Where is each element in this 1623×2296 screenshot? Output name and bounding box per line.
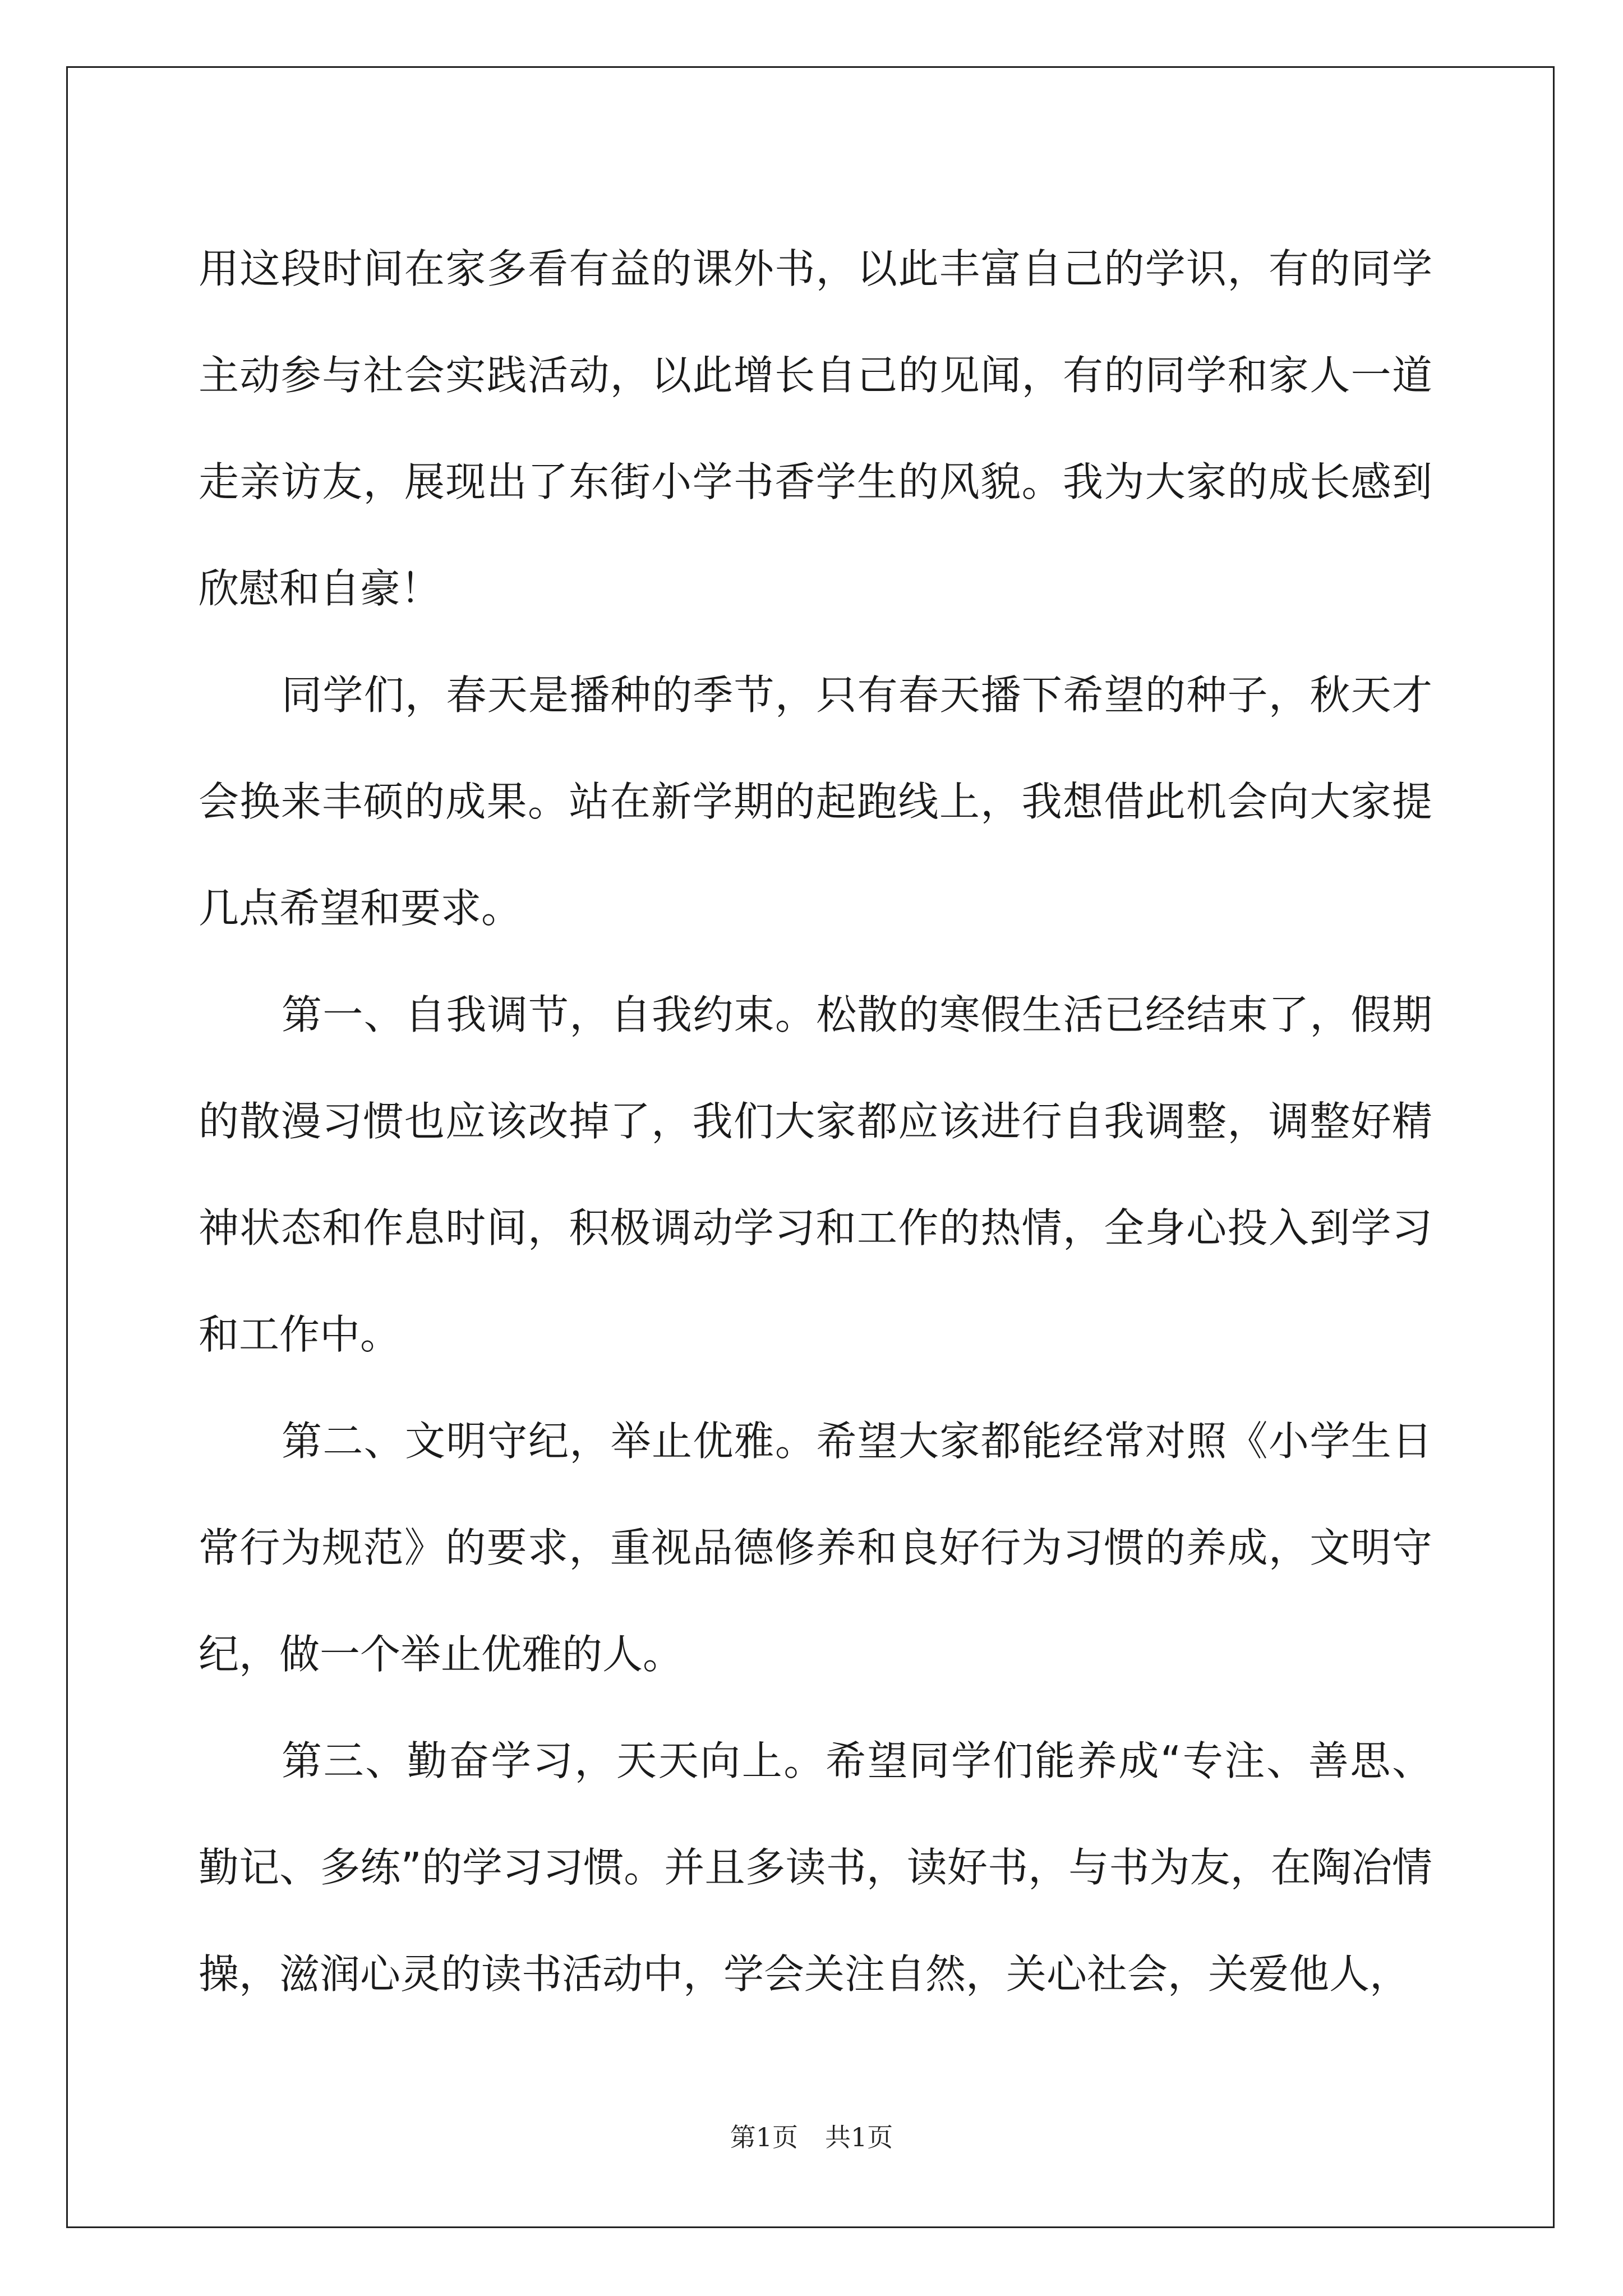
paragraph-2: 同学们，春天是播种的季节，只有春天播下希望的种子，秋天才会换来丰硕的成果。站在新学期的起跑线上，我想借此机会向大家提几点希望和要求。 bbox=[199, 671, 1432, 932]
page-total: 共1页 bbox=[825, 2122, 893, 2152]
page-number: 第1页 bbox=[730, 2122, 798, 2152]
paragraph-1: 用这段时间在家多看有益的课外书，以此丰富自己的学识，有的同学主动参与社会实践活动，以此增长自己的见闻，有的同学和家人一道走亲访友，展现出了东街小学书香学生的风貌。我为大家的成长感到欣慰和自豪！ bbox=[199, 245, 1432, 612]
page-footer bbox=[0, 2120, 1623, 2154]
paragraph-3: 第一、自我调节，自我约束。松散的寒假生活已经结束了，假期的散漫习惯也应该改掉了，我们大家都应该进行自我调整，调整好精神状态和作息时间，积极调动学习和工作的热情，全身心投入到学习和工作中。 bbox=[199, 991, 1432, 1358]
paragraph-5: 第三、勤奋学习，天天向上。希望同学们能养成“专注、善思、勤记、多练”的学习习惯。并且多读书，读好书，与书为友，在陶冶情操，滋润心灵的读书活动中，学会关注自然，关心社会，关爱他人， bbox=[199, 1737, 1432, 1998]
document-body bbox=[199, 215, 1432, 2027]
paragraph-4: 第二、文明守纪，举止优雅。希望大家都能经常对照《小学生日常行为规范》的要求，重视品德修养和良好行为习惯的养成，文明守纪，做一个举止优雅的人。 bbox=[199, 1418, 1432, 1678]
